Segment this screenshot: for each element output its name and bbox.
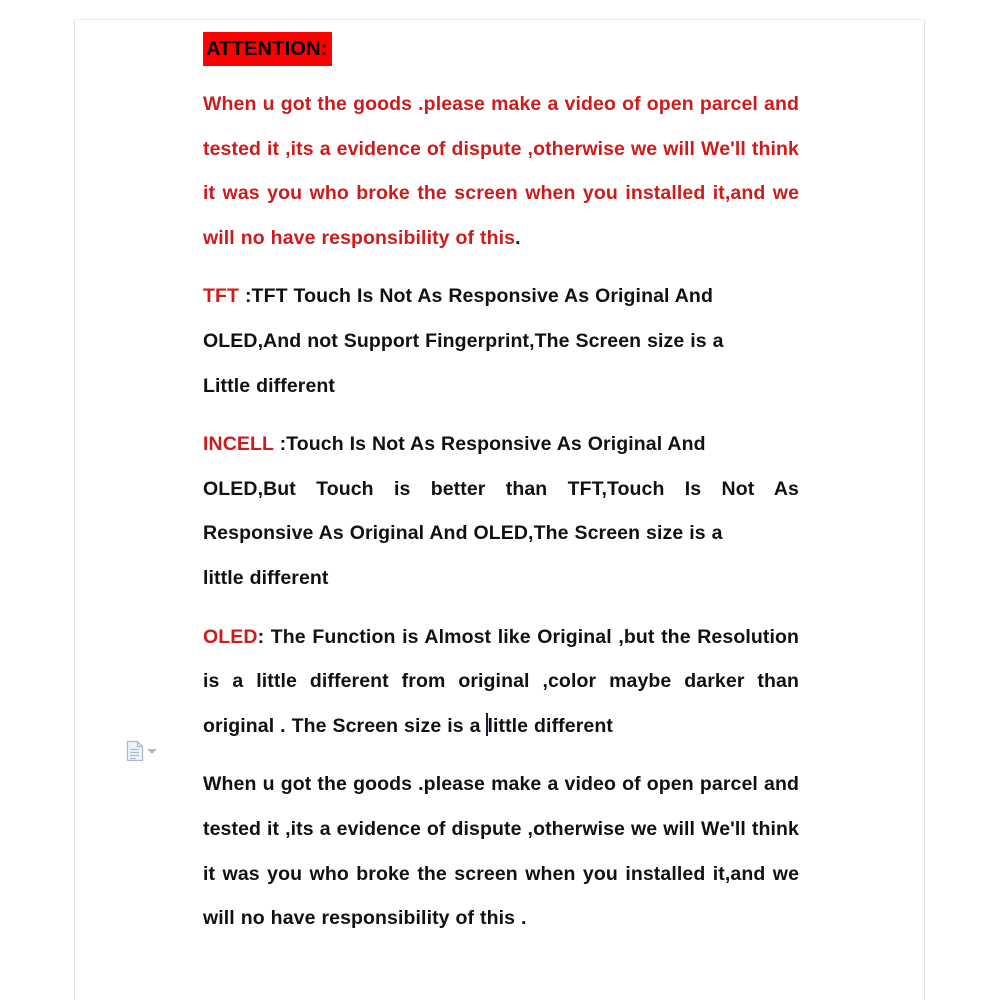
incell-line2: OLED,But Touch is better than TFT,Touch Is Not As Responsive As Original And OLED,The Screen size is a	[203, 477, 799, 545]
paragraph-warning-red	[203, 82, 799, 260]
spacer	[203, 408, 799, 422]
paragraph-warning-black	[203, 762, 799, 940]
warning-black-line2: and tested it ,its a evidence of dispute ,otherwise we will	[203, 773, 799, 840]
incell-body: :Touch Is Not As Responsive As Original And	[273, 433, 706, 456]
warning-black-line3: We'll think it was you who broke the screen when you	[203, 817, 799, 885]
spacer	[203, 601, 799, 615]
document-body	[203, 20, 799, 941]
paragraph-oled[interactable]	[203, 615, 799, 749]
warning-red-line2: and tested it ,its a evidence of dispute ,otherwise we will	[203, 93, 799, 160]
paste-options-control[interactable]	[126, 740, 157, 762]
oled-body: : The Function is Almost like Original ,but the Resolution is a little different from original ,color maybe darker than original . The Screen size is a	[203, 625, 799, 737]
document-page[interactable]	[74, 19, 925, 1000]
incell-label: INCELL	[203, 433, 274, 456]
warning-black-line4: installed it,and we will no have responsibility of this .	[203, 862, 800, 930]
paragraph-tft-line2	[203, 319, 799, 364]
spacer	[203, 260, 799, 274]
incell-line3: little different	[203, 566, 329, 589]
paragraph-incell	[203, 422, 799, 467]
warning-red-line3: We'll think it was you who broke the screen when you	[203, 137, 799, 205]
warning-red-line1: When u got the goods .please make a video of open parcel	[203, 93, 758, 115]
warning-red-line4: installed it,and we will no have responsibility of this	[203, 182, 800, 249]
spacer	[203, 748, 799, 762]
paragraph-incell-line3	[203, 556, 799, 601]
oled-tail: little different	[487, 714, 613, 737]
tft-line2: OLED,And not Support Fingerprint,The Screen size is a	[203, 329, 724, 352]
tft-label: TFT	[203, 285, 240, 308]
attention-heading-line	[203, 20, 799, 70]
paragraph-incell-line2	[203, 467, 799, 556]
oled-label: OLED	[203, 625, 258, 648]
warning-black-line1: When u got the goods .please make a video of open parcel	[203, 773, 758, 796]
paste-options-icon[interactable]	[126, 740, 144, 762]
tft-line3: Little different	[203, 374, 335, 397]
warning-red-period: .	[515, 226, 521, 249]
paragraph-tft-line3	[203, 364, 799, 409]
chevron-down-icon[interactable]	[147, 749, 157, 754]
attention-heading: ATTENTION:	[203, 32, 332, 66]
tft-body: :TFT Touch Is Not As Responsive As Original And	[239, 285, 713, 308]
paragraph-tft	[203, 274, 799, 319]
